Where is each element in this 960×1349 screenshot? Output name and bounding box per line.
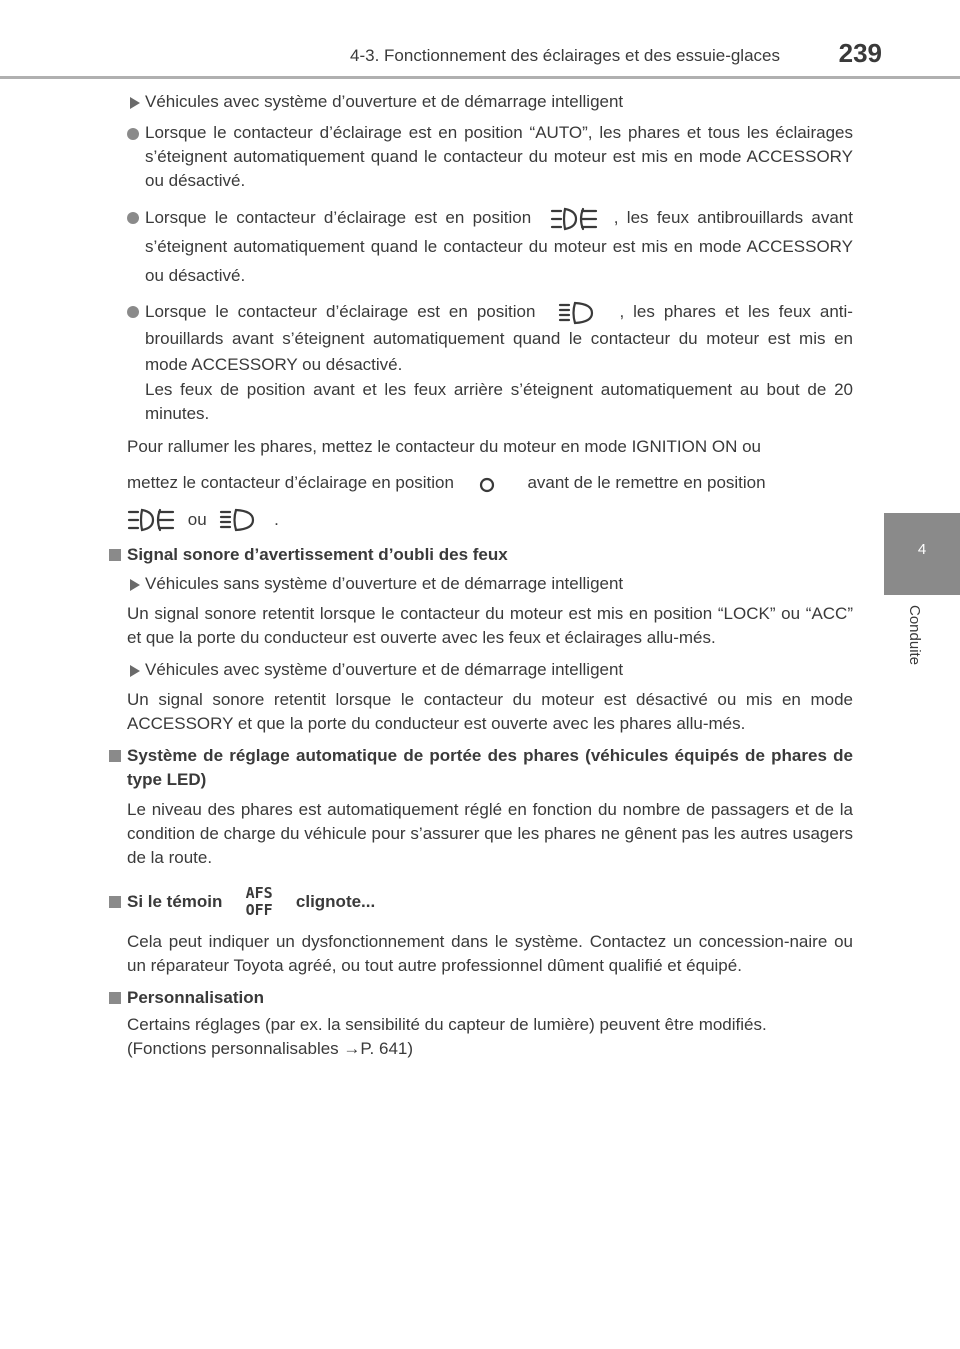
relight-paragraph: Pour rallumer les phares, mettez le contacteur du moteur en mode IGNITION ON ou mettez le contacteur d’éclairage en position avant de le remettre en position ou . xyxy=(108,435,853,535)
section-heading-customization: Personnalisation xyxy=(108,986,853,1010)
section-heading-afs: Si le témoin AFS OFF clignote... xyxy=(108,882,853,922)
bullet-dot-icon xyxy=(127,306,139,318)
front-fog-light-icon xyxy=(550,206,600,232)
headlight-icon xyxy=(558,300,598,326)
triangle-bullet-icon xyxy=(130,665,140,677)
page-header xyxy=(0,0,960,80)
triangle-bullet-icon xyxy=(130,97,140,109)
sub-heading: Véhicules avec système d’ouverture et de démarrage intelligent xyxy=(108,90,853,114)
bullet-dot-icon xyxy=(127,128,139,140)
afs-paragraph: Cela peut indiquer un dysfonctionnement dans le système. Contactez un concession-naire ou un réparateur Toyota agréé, ou tout autre professionnel dûment qualifié et équipé. xyxy=(127,931,853,975)
page-number: 239 xyxy=(838,38,882,68)
bullet-headlight: Lorsque le contacteur d’éclairage est en position , les phares et les feux anti-brouillards avant s’éteignent automatiquement quand le contacteur du moteur est mis en mode ACCESSORY ou désactivé. xyxy=(108,299,853,378)
light-off-icon xyxy=(475,472,499,494)
bullet-dot-icon xyxy=(127,212,139,224)
triangle-bullet-icon xyxy=(130,579,140,591)
bullet-auto: Lorsque le contacteur d’éclairage est en position “AUTO”, les phares et tous les éclairages s’éteignent automatiquement quand le contacteur du moteur est mis en mode ACCESSORY ou désactivé. xyxy=(108,121,853,193)
square-bullet-icon xyxy=(109,992,121,1004)
sub-heading: Véhicules sans système d’ouverture et de démarrage intelligent xyxy=(108,572,853,596)
section-heading-leveling: Système de réglage automatique de portée des phares (véhicules équipés de phares de type LED) xyxy=(108,744,853,792)
chapter-label: Conduite xyxy=(906,605,923,666)
customization-page-link[interactable]: (Fonctions personnalisables →P. 641) xyxy=(127,1038,414,1058)
section-heading-reminder: Signal sonore d’avertissement d’oubli des feux xyxy=(108,543,853,567)
bullet-headlight-note: Les feux de position avant et les feux arrière s’éteignent automatiquement au bout de 20 minutes. xyxy=(145,379,853,423)
header-rule xyxy=(0,76,960,79)
section-title: 4-3. Fonctionnement des éclairages et des essuie-glaces xyxy=(350,46,780,65)
headlight-icon xyxy=(219,507,259,533)
chapter-number: 4 xyxy=(917,541,927,558)
square-bullet-icon xyxy=(109,549,121,561)
chapter-label-wrap xyxy=(900,602,930,692)
square-bullet-icon xyxy=(109,750,121,762)
afs-off-indicator-icon: AFS OFF xyxy=(245,884,273,920)
sub-heading: Véhicules avec système d’ouverture et de démarrage intelligent xyxy=(108,658,853,682)
front-fog-light-icon xyxy=(127,507,177,533)
reminder-paragraph-2: Un signal sonore retentit lorsque le contacteur du moteur est désactivé ou mis en mode ACCESSORY et que la porte du conducteur est ouverte avec les phares allu-més. xyxy=(127,689,853,733)
leveling-paragraph: Le niveau des phares est automatiquement réglé en fonction du nombre de passagers et de la condition de charge du véhicule pour s’assurer que les phares ne gênent pas les autres usagers de la route. xyxy=(127,799,853,867)
bullet-fog: Lorsque le contacteur d’éclairage est en position , les feux antibrouillards avant s’éteignent automatiquement quand le contacteur du moteur est mis en mode ACCESSORY ou désactivé. xyxy=(108,203,853,290)
page-content xyxy=(108,90,853,1061)
customization-paragraph: Certains réglages (par ex. la sensibilité du capteur de lumière) peuvent être modifiés. (Fonctions personnalisables →P. 641) xyxy=(108,1013,853,1061)
chapter-tab[interactable] xyxy=(884,513,960,595)
reminder-paragraph-1: Un signal sonore retentit lorsque le contacteur du moteur est mis en position “LOCK” ou “ACC” et que la porte du conducteur est ouverte avec les feux et éclairages allu-més. xyxy=(127,603,853,647)
square-bullet-icon xyxy=(109,896,121,908)
